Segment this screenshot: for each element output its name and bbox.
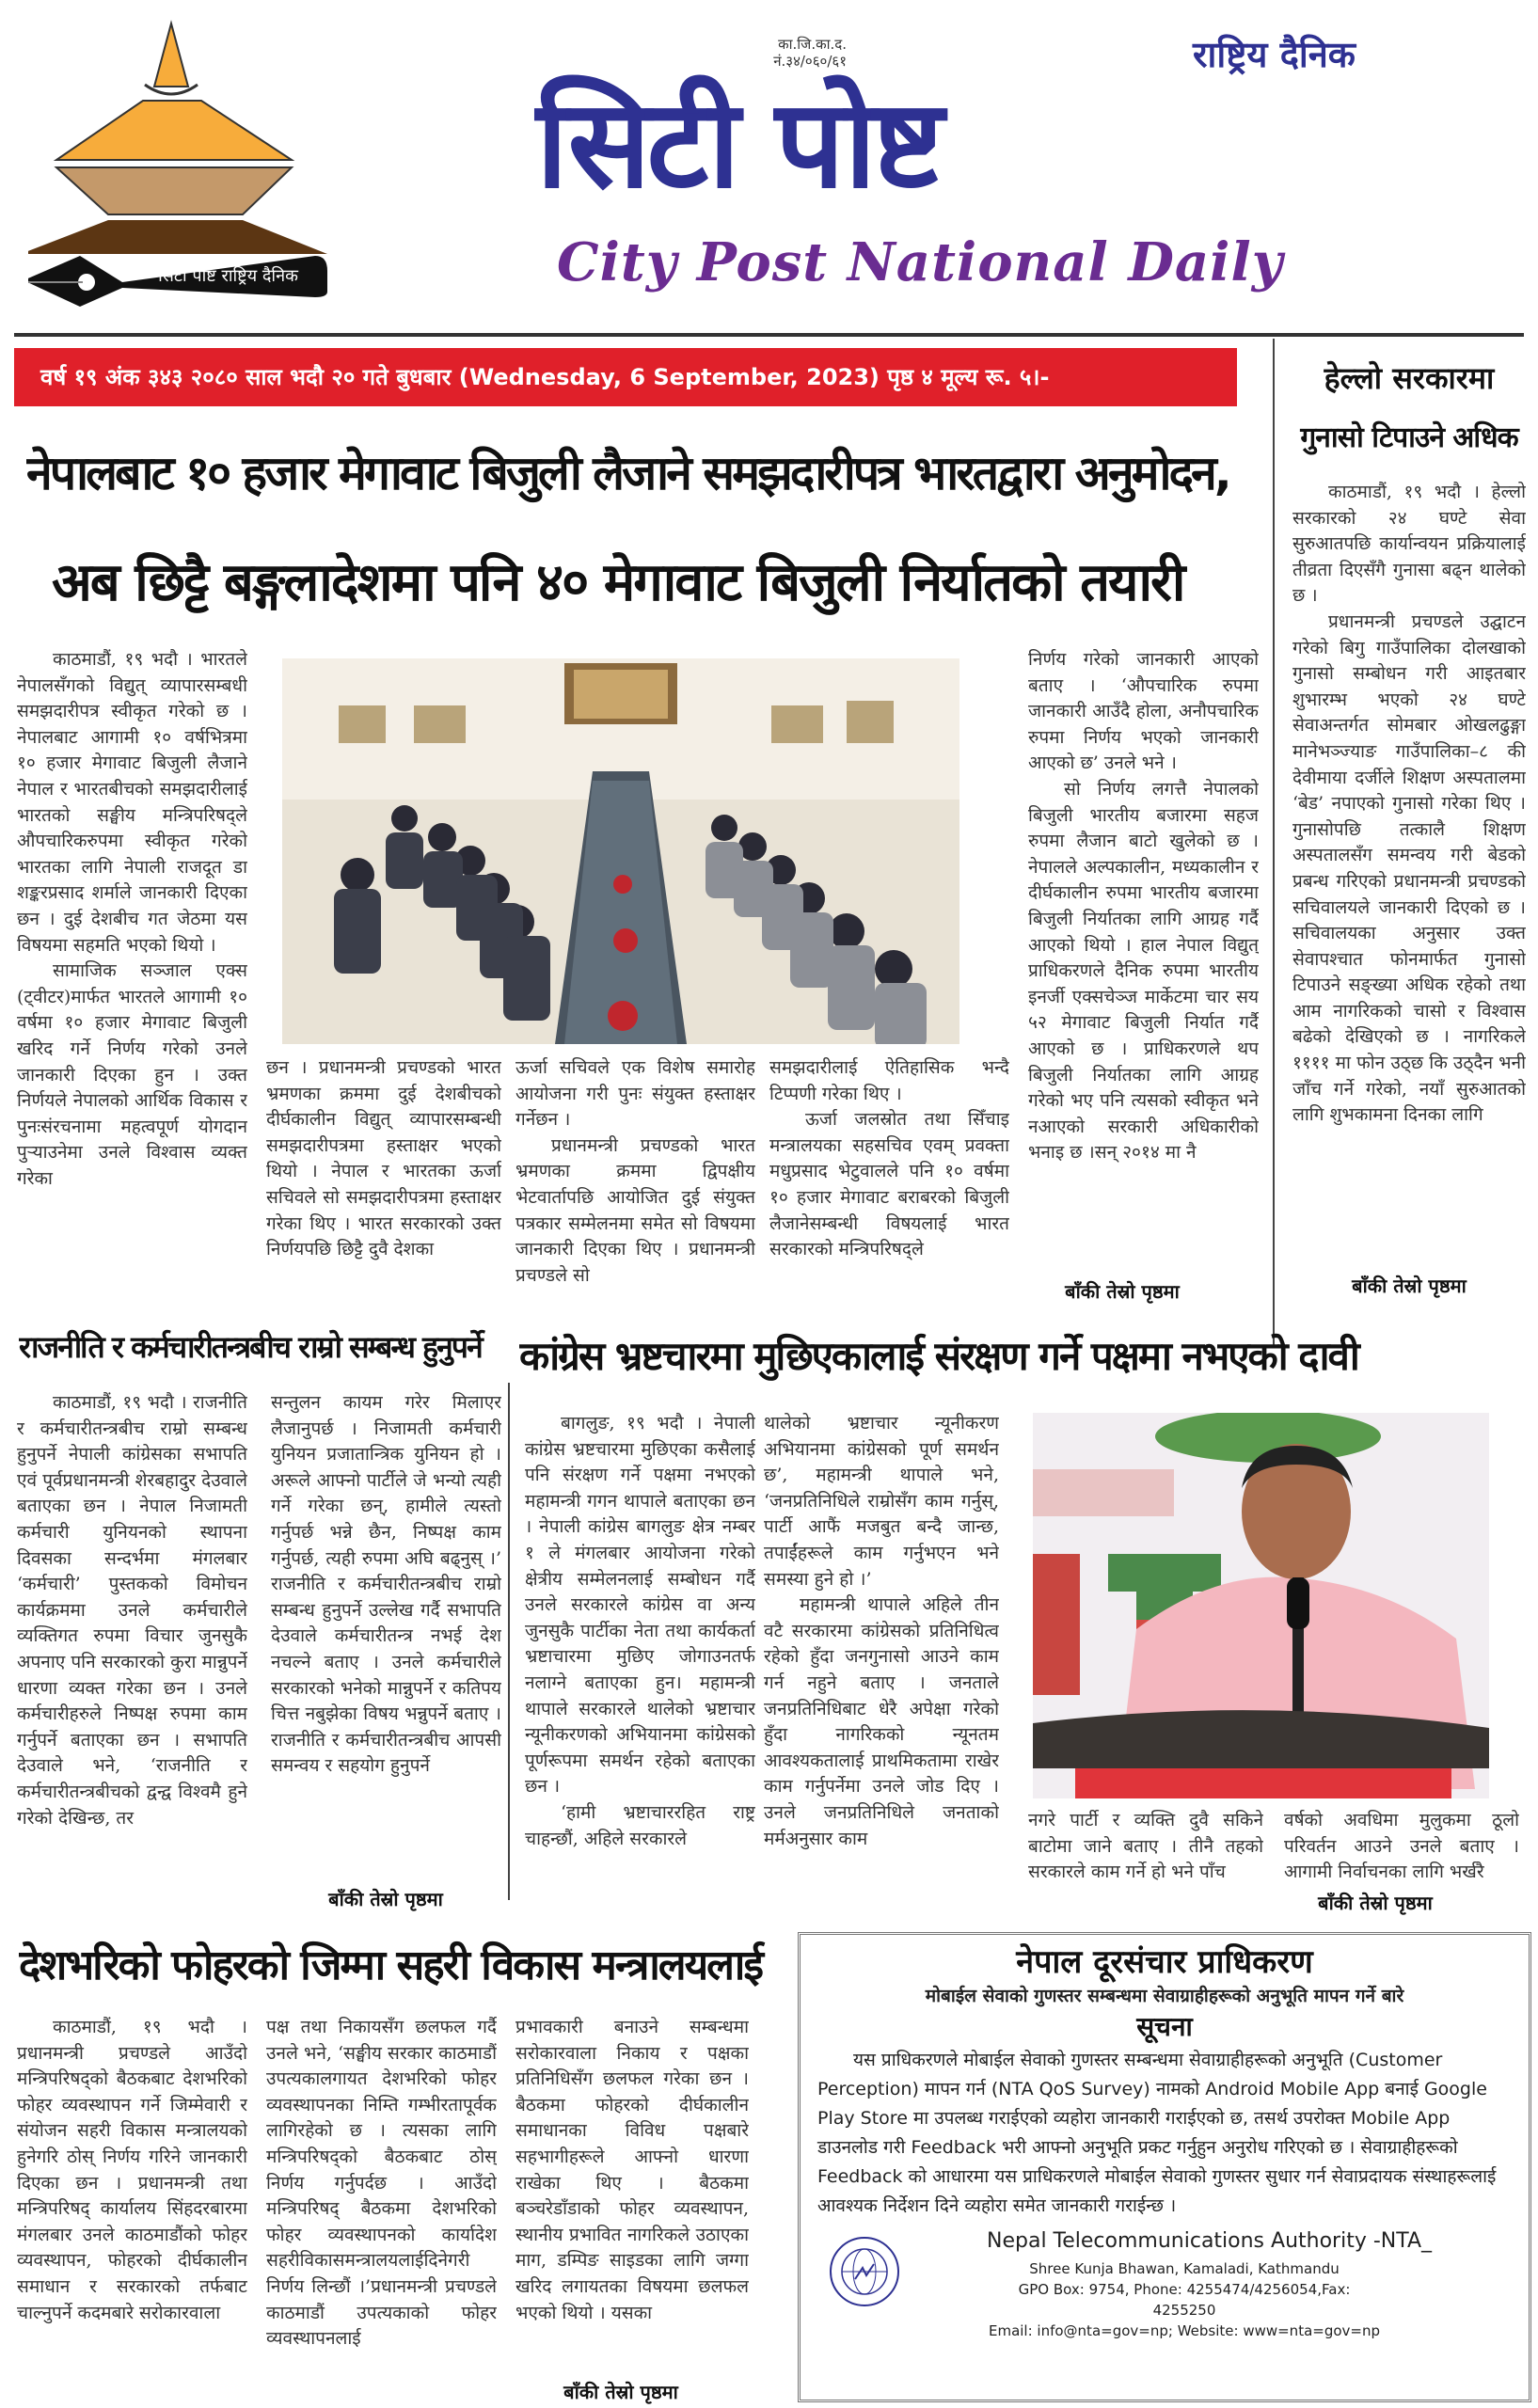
story2-paragraph: सन्तुलन कायम गरेर मिलाएर लैजानुपर्छ । निजामती कर्मचारी युनियन प्रजातान्त्रिक युनियन हो । अरूले आफ्नो पार्टीले जे भन्यो त्यही गर्ने गरेका छन्, हामीले त्यस्तो गर्नुपर्छ भन्ने छैन, निष्पक्ष काम गर्नुपर्छ, त्यही रुपमा अघि बढ्नुस् ।’ राजनीति र कर्मचारीतन्त्रबीच राम्रो सम्बन्ध हुनुपर्ने उल्लेख गर्दै सभापति देउवाले कर्मचारीतन्त्र नभई देश नचल्ने बताए । उनले कर्मचारीले सरकारको भनेको मान्नुपर्ने र कतिपय चित्त नबुझेका विषय भन्नुपर्ने बताए । राजनीति र कर्मचारीतन्त्रबीच आपसी समन्वय र सहयोग हुनुपर्ने xyxy=(271,1392,501,1777)
lead-paragraph: निर्णय गरेको जानकारी आएको बताए । ‘औपचारिक रुपमा जानकारी आउँदै होला, अनौपचारिक रुपमा निर्णय भएको जानकारी आएको छ’ उनले भने । xyxy=(1028,649,1259,774)
story3-column-2 xyxy=(764,1411,999,1904)
notice-contact: GPO Box: 9754, Phone: 4255474/4256054,Fax: 4255250 xyxy=(1018,2281,1351,2319)
story4-paragraph: प्रभावकारी बनाउने सम्बन्धमा सरोकारवाला निकाय र पक्षका प्रतिनिधिसँग छलफल गरेका छन । बैठकमा फोहरको दीर्घकालीन समाधानका विविध पक्षबारे सहभागीहरूले आफ्नो धारणा राखेका थिए । बैठकमा बञ्चरेडाँडाको फोहर व्यवस्थापन, स्थानीय प्रभावित नागरिकले उठाएका माग, डम्पिङ साइडका लागि जग्गा खरिद लगायतका विषयमा छलफल भएको थियो । यसका xyxy=(515,2017,749,2323)
story3-paragraph: महामन्त्री थापाले अहिले तीन वटै सरकारमा कांग्रेसको प्रतिनिधित्व रहेको हुँदा जनगुनासो आउने काम गर्न नहुने बताए । जनताले जनप्रतिनिधिबाट धेरै अपेक्षा गरेको हुँदा नागरिकको न्यूनतम आवश्यकतालाई प्राथमिकतामा राखेर काम गर्नुपर्नेमा उनले जोड दिए । उनले जनप्रतिनिधिले जनताको मर्मअनुसार काम xyxy=(764,1594,999,1849)
notice-address-block xyxy=(987,2258,1382,2341)
newspaper-logo xyxy=(28,9,339,310)
notice-organization: Nepal Telecommunications Authority -NTA_ xyxy=(987,2229,1433,2253)
column-divider xyxy=(1273,339,1275,1345)
story4-paragraph: पक्ष तथा निकायसँग छलफल गर्दै उनले भने, ‘सङ्घीय सरकार काठमाडौं उपत्यकालगायत देशभरिको फोहर व्यवस्थापनका निम्ति गम्भीरतापूर्वक लागिरहेको छ । त्यसका लागि मन्त्रिपरिषद्को बैठकबाट ठोस् निर्णय गर्नुपर्दछ । आउँदो मन्त्रिपरिषद् बैठकमा देशभरिको फोहर व्यवस्थापनको कार्यादेश सहरीविकासमन्त्रालयलाईदिनेगरी निर्णय लिन्छौं ।’प्रधानमन्त्री प्रचण्डले काठमाडौं उपत्यकाको फोहर व्यवस्थापनलाई xyxy=(266,2017,497,2350)
sidebar-paragraph: प्रधानमन्त्री प्रचण्डले उद्घाटन गरेको बिगु गाउँपालिका दोलखाको गुनासो सम्बोधन गरी आइतबार शुभारम्भ भएको २४ घण्टे सेवाअन्तर्गत सोमबार ओखलढुङ्गा मानेभञ्ज्याङ गाउँपालिका–८ की देवीमाया दर्जीले शिक्षण अस्पतालमा ‘बेड’ नपाएको गुनासो गरेका थिए । गुनासोपछि तत्कालै शिक्षण अस्पतालसँग समन्वय गरी बेडको प्रबन्ध गरिएको प्रधानमन्त्री प्रचण्डको सचिवालयले जानकारी दिएको छ । सचिवालयका अनुसार उक्त सेवापश्चात फोनमार्फत गुनासो टिपाउने सङ्ख्या अधिक रहेको तथा आम नागरिकको चासो र विश्वास बढेको देखिएको छ । नागरिकले ११११ मा फोन उठ्छ कि उठ्दैन भनी जाँच गर्ने गरेको, नयाँ सुरुआतको लागि शुभकामना दिनका लागि xyxy=(1292,610,1526,1126)
masthead-rule xyxy=(14,333,1524,337)
lead-column-3 xyxy=(515,1055,755,1291)
story3-column-4 xyxy=(1284,1808,1519,1887)
story4-column-3 xyxy=(515,2015,749,2378)
lead-column-5 xyxy=(1028,647,1259,1270)
newspaper-tagline: राष्ट्रिय दैनिक xyxy=(1193,34,1356,75)
story3-column-3 xyxy=(1028,1808,1263,1887)
story2-column-1 xyxy=(17,1390,247,1909)
lead-column-4 xyxy=(769,1055,1009,1291)
lead-paragraph: प्रधानमन्त्री प्रचण्डको भारत भ्रमणका क्रममा द्विपक्षीय भेटवार्तापछि आयोजित दुई संयुक्त पत्रकार सम्मेलनमा समेत सो विषयमा जानकारी दिएका थिए । प्रधानमन्त्री प्रचण्डले सो xyxy=(515,1134,755,1286)
story3-photo xyxy=(1033,1413,1489,1798)
notice-subtitle: मोबाईल सेवाको गुणस्तर सम्बन्धमा सेवाग्राहीहरूको अनुभूति मापन गर्ने बारे xyxy=(925,1986,1404,2006)
lead-paragraph: सो निर्णय लगत्तै नेपालको बिजुली भारतीय बजारमा सहज रुपमा लैजान बाटो खुलेको छ । नेपालले अल्पकालीन, मध्यकालीन र दीर्घकालीन रुपमा भारतीय बजारमा बिजुली निर्यातका लागि आग्रह गर्दै आएको थियो । हाल नेपाल विद्युत् प्राधिकरणले दैनिक रुपमा भारतीय इनर्जी एक्सचेञ्ज मार्केटमा चार सय ५२ मेगावाट बिजुली निर्यात गर्दै आएको छ । प्राधिकरणले थप बिजुली निर्यातका लागि आग्रह गरेको भए पनि त्यसको स्वीकृत भने नआएको सरकारी अधिकारीको भनाइ छ ।सन् २०१४ मा नै xyxy=(1028,778,1259,1164)
registration-number xyxy=(734,36,847,70)
sidebar-paragraph: काठमाडौं, १९ भदौ । हेल्लो सरकारको २४ घण्टे सेवा सुरुआतपछि कार्यान्वयन प्रक्रियालाई तीव्रता दिएसँगै गुनासा बढ्न थालेको छ । xyxy=(1292,482,1526,607)
story2-continued-link[interactable]: बाँकी तेस्रो पृष्ठमा xyxy=(328,1888,443,1910)
story2-headline: राजनीति र कर्मचारीतन्त्रबीच राम्रो सम्बन्ध हुनुपर्ने xyxy=(19,1329,482,1365)
story3-continued-link[interactable]: बाँकी तेस्रो पृष्ठमा xyxy=(1318,1892,1433,1914)
sidebar-headline-line2: गुनासो टिपाउने अधिक xyxy=(1300,421,1518,454)
notice-web[interactable]: Email: info@nta=gov=np; Website: www=nta=gov=np xyxy=(988,2322,1381,2339)
story4-column-1 xyxy=(17,2015,247,2404)
sidebar-body xyxy=(1292,480,1526,1259)
story2-paragraph: काठमाडौं, १९ भदौ । राजनीति र कर्मचारीतन्त्रबीच राम्रो सम्बन्ध हुनुपर्ने नेपाली कांग्रेसका सभापति एवं पूर्वप्रधानमन्त्री शेरबहादुर देउवाले बताएका छन । नेपाल निजामती कर्मचारी युनियनको स्थापना दिवसका सन्दर्भमा मंगलबार ‘कर्मचारी’ पुस्तकको विमोचन कार्यक्रममा उनले कर्मचारीले व्यक्तिगत रुपमा विचार जुनसुकै अपनाए पनि सरकारको कुरा मान्नुपर्ने धारणा व्यक्त गरेका छन । उनले कर्मचारीहरुले निष्पक्ष रुपमा काम गर्नुपर्ने बताएका छन । सभापति देउवाले भने, ‘राजनीति र कर्मचारीतन्त्रबीचको द्वन्द्व विश्वमै हुने गरेको देखिन्छ, तर xyxy=(17,1392,247,1829)
story3-column-1 xyxy=(525,1411,755,1904)
newspaper-title-english: City Post National Daily xyxy=(557,231,1284,293)
story4-column-2 xyxy=(266,2015,497,2404)
lead-column-1 xyxy=(17,647,247,1296)
column-divider xyxy=(508,1383,510,1900)
notice-title: नेपाल दूरसंचार प्राधिकरण xyxy=(1016,1943,1313,1981)
issue-date-bar: वर्ष १९ अंक ३४३ २०८० साल भदौ २० गते बुधबार (Wednesday, 6 September, 2023) पृष्ठ ४ मूल्य रू. ५।- xyxy=(14,348,1237,406)
lead-headline-line2: अब छिट्टै बङ्गलादेशमा पनि ४० मेगावाट बिजुली निर्यातको तयारी xyxy=(52,552,1184,613)
notice-body: यस प्राधिकरणले मोबाईल सेवाको गुणस्तर सम्बन्धमा सेवाग्राहीहरूको अनुभूति (Customer Perception) मापन गर्न (NTA QoS Survey) नामको Android Mobile App बनाई Google Play Store मा उपलब्ध गराईएको व्यहोरा जानकारी गराईएको छ, तसर्थ उपरोक्त Mobile App डाउनलोड गरी Feedback भरी आफ्नो अनुभूति प्रकट गर्नुहुन अनुरोध गरिएको छ । सेवाग्राहीहरूको Feedback को आधारमा यस प्राधिकरणले मोबाईल सेवाको गुणस्तर सुधार गर्न सेवाप्रदायक संस्थाहरूलाई आवश्यक निर्देशन दिने व्यहोरा समेत जानकारी गराईन्छ । xyxy=(817,2050,1497,2216)
lead-paragraph: सामाजिक सञ्जाल एक्स (ट्वीटर)मार्फत भारतले आगामी १० वर्षमा १० हजार मेगावाट बिजुली खरिद गर्ने निर्णय गरेको उनले जानकारी दिएका हुन । उक्त निर्णयले नेपालको आर्थिक विकास र पुनःसंरचनामा महत्वपूर्ण योगदान पुऱ्याउनेमा उनले विश्वास व्यक्त गरेका xyxy=(17,960,247,1189)
meeting-photo-icon xyxy=(282,658,959,1044)
story2-column-2 xyxy=(271,1390,501,1883)
lead-paragraph: समझदारीलाई ऐतिहासिक भन्दै टिप्पणी गरेका थिए । xyxy=(769,1057,1009,1104)
story3-paragraph: वर्षको अवधिमा मुलुकमा ठूलो परिवर्तन आउने उनले बताए । आगामी निर्वाचनका लागि भर्खरै xyxy=(1284,1810,1519,1883)
lead-headline-line1: नेपालबाट १० हजार मेगावाट बिजुली लैजाने समझदारीपत्र भारतद्वारा अनुमोदन, xyxy=(26,446,1229,500)
story4-continued-link[interactable]: बाँकी तेस्रो पृष्ठमा xyxy=(563,2381,678,2403)
nta-seal-icon xyxy=(827,2234,902,2309)
nta-advertisement xyxy=(798,1932,1531,2402)
story3-paragraph: नगरे पार्टी र व्यक्ति दुवै सकिने बाटोमा जाने बताए । तीनै तहको सरकारले काम गर्ने हो भने पाँच xyxy=(1028,1810,1263,1883)
lead-continued-link[interactable]: बाँकी तेस्रो पृष्ठमा xyxy=(1065,1280,1180,1303)
speaker-photo-icon xyxy=(1033,1413,1489,1798)
logo-caption: सिटी पोष्ट राष्ट्रिय दैनिक xyxy=(158,266,298,286)
story3-paragraph: थालेको भ्रष्टाचार न्यूनीकरण अभियानमा कांग्रेसको पूर्ण समर्थन छ’, महामन्त्री थापाले भने, ‘जनप्रतिनिधिले राम्रोसँग काम गर्नुस्, पार्टी आफैं मजबुत बन्दै जान्छ, तपाईंहरूले काम गर्नुभएन भने समस्या हुने हो ।’ xyxy=(764,1413,999,1590)
lead-photo xyxy=(282,658,959,1044)
notice-heading: सूचना xyxy=(1136,2011,1193,2042)
story3-paragraph: ‘हामी भ्रष्टाचाररहित राष्ट्र चाहन्छौं, अहिले सरकारले xyxy=(525,1801,755,1849)
story4-headline: देशभरिको फोहरको जिम्मा सहरी विकास मन्त्रालयलाई xyxy=(19,1941,762,1989)
lead-paragraph: ऊर्जा जलस्रोत तथा सिँचाइ मन्त्रालयका सहसचिव एवम् प्रवक्ता मधुप्रसाद भेटुवालले पनि १० वर्षमा १० हजार मेगावाट बराबरको बिजुली लैजानेसम्बन्धी विषयलाई भारत सरकारको मन्त्रिपरिषद्ले xyxy=(769,1109,1009,1260)
sidebar-headline-line1: हेल्लो सरकारमा xyxy=(1324,360,1495,396)
lead-paragraph: ऊर्जा सचिवले एक विशेष समारोह आयोजना गरी पुनः संयुक्त हस्ताक्षर गर्नेछन । xyxy=(515,1057,755,1131)
registration-line-2: नं.३४/०६०/६१ xyxy=(773,53,847,70)
registration-line-1: का.जि.का.द. xyxy=(778,36,847,53)
story3-paragraph: बागलुङ, १९ भदौ । नेपाली कांग्रेस भ्रष्टचारमा मुछिएका कसैलाई पनि संरक्षण गर्ने पक्षमा नभएको महामन्त्री गगन थापाले बताएका छन । नेपाली कांग्रेस बागलुङ क्षेत्र नम्बर १ ले मंगलबार आयोजना गरेको क्षेत्रीय सम्मेलनलाई सम्बोधन गर्दै उनले सरकारले कांग्रेस वा अन्य जुनसुकै पार्टीका नेता तथा कार्यकर्ता भ्रष्टाचारमा मुछिए जोगाउनतर्फ नलाग्ने बताएका हुन। महामन्त्री थापाले सरकारले थालेको भ्रष्टाचार न्यूनीकरणको अभियानमा कांग्रेसको पूर्णरूपमा समर्थन रहेको बताएका छन । xyxy=(525,1413,755,1798)
story3-headline: कांग्रेस भ्रष्टचारमा मुछिएकालाई संरक्षण गर्ने पक्षमा नभएको दावी xyxy=(519,1333,1358,1379)
lead-paragraph: छन । प्रधानमन्त्री प्रचण्डको भारत भ्रमणका क्रममा दुई देशबीचको दीर्घकालीन विद्युत् व्यापारसम्बन्धी समझदारीपत्रमा हस्ताक्षर भएको थियो । नेपाल र भारतका ऊर्जा सचिवले सो समझदारीपत्रमा हस्ताक्षर गरेका थिए । भारत सरकारको उक्त निर्णयपछि छिट्टै दुवै देशका xyxy=(266,1057,501,1260)
newspaper-title: सिटी पोष्ट xyxy=(536,71,941,215)
notice-address: Shree Kunja Bhawan, Kamaladi, Kathmandu xyxy=(1029,2260,1340,2277)
sidebar-continued-link[interactable]: बाँकी तेस्रो पृष्ठमा xyxy=(1352,1275,1467,1297)
lead-paragraph: काठमाडौं, १९ भदौ । भारतले नेपालसँगको विद्युत् व्यापारसम्बधी समझदारीपत्र स्वीकृत गरेको छ । नेपालबाट आगामी १० वर्षभित्रमा १० हजार मेगावाट बिजुली लैजाने नेपाल र भारतबीचको समझदारीलाई भारतको सङ्घीय मन्त्रिपरिषद्ले औपचारिकरुपमा स्वीकृत गरेको भारतका लागि नेपाली राजदूत डा शङ्करप्रसाद शर्माले जानकारी दिएका छन । दुई देशबीच गत जेठमा यस विषयमा सहमति भएको थियो । xyxy=(17,649,247,956)
lead-column-2 xyxy=(266,1055,501,1291)
story4-paragraph: काठमाडौं, १९ भदौ । प्रधानमन्त्री प्रचण्डले आउँदो मन्त्रिपरिषद्को बैठकबाट देशभरिको फोहर व्यवस्थापन गर्ने जिम्मेवारी र संयोजन सहरी विकास मन्त्रालयको हुनेगरि ठोस् निर्णय गरिने जानकारी दिएका छन । प्रधानमन्त्री तथा मन्त्रिपरिषद् कार्यालय सिंहदरबारमा मंगलबार उनले काठमाडौंको फोहर व्यवस्थापन, फोहरको दीर्घकालीन समाधान र सरकारको तर्फबाट चाल्नुपर्ने कदमबारे सरोकारवाला xyxy=(17,2017,247,2323)
